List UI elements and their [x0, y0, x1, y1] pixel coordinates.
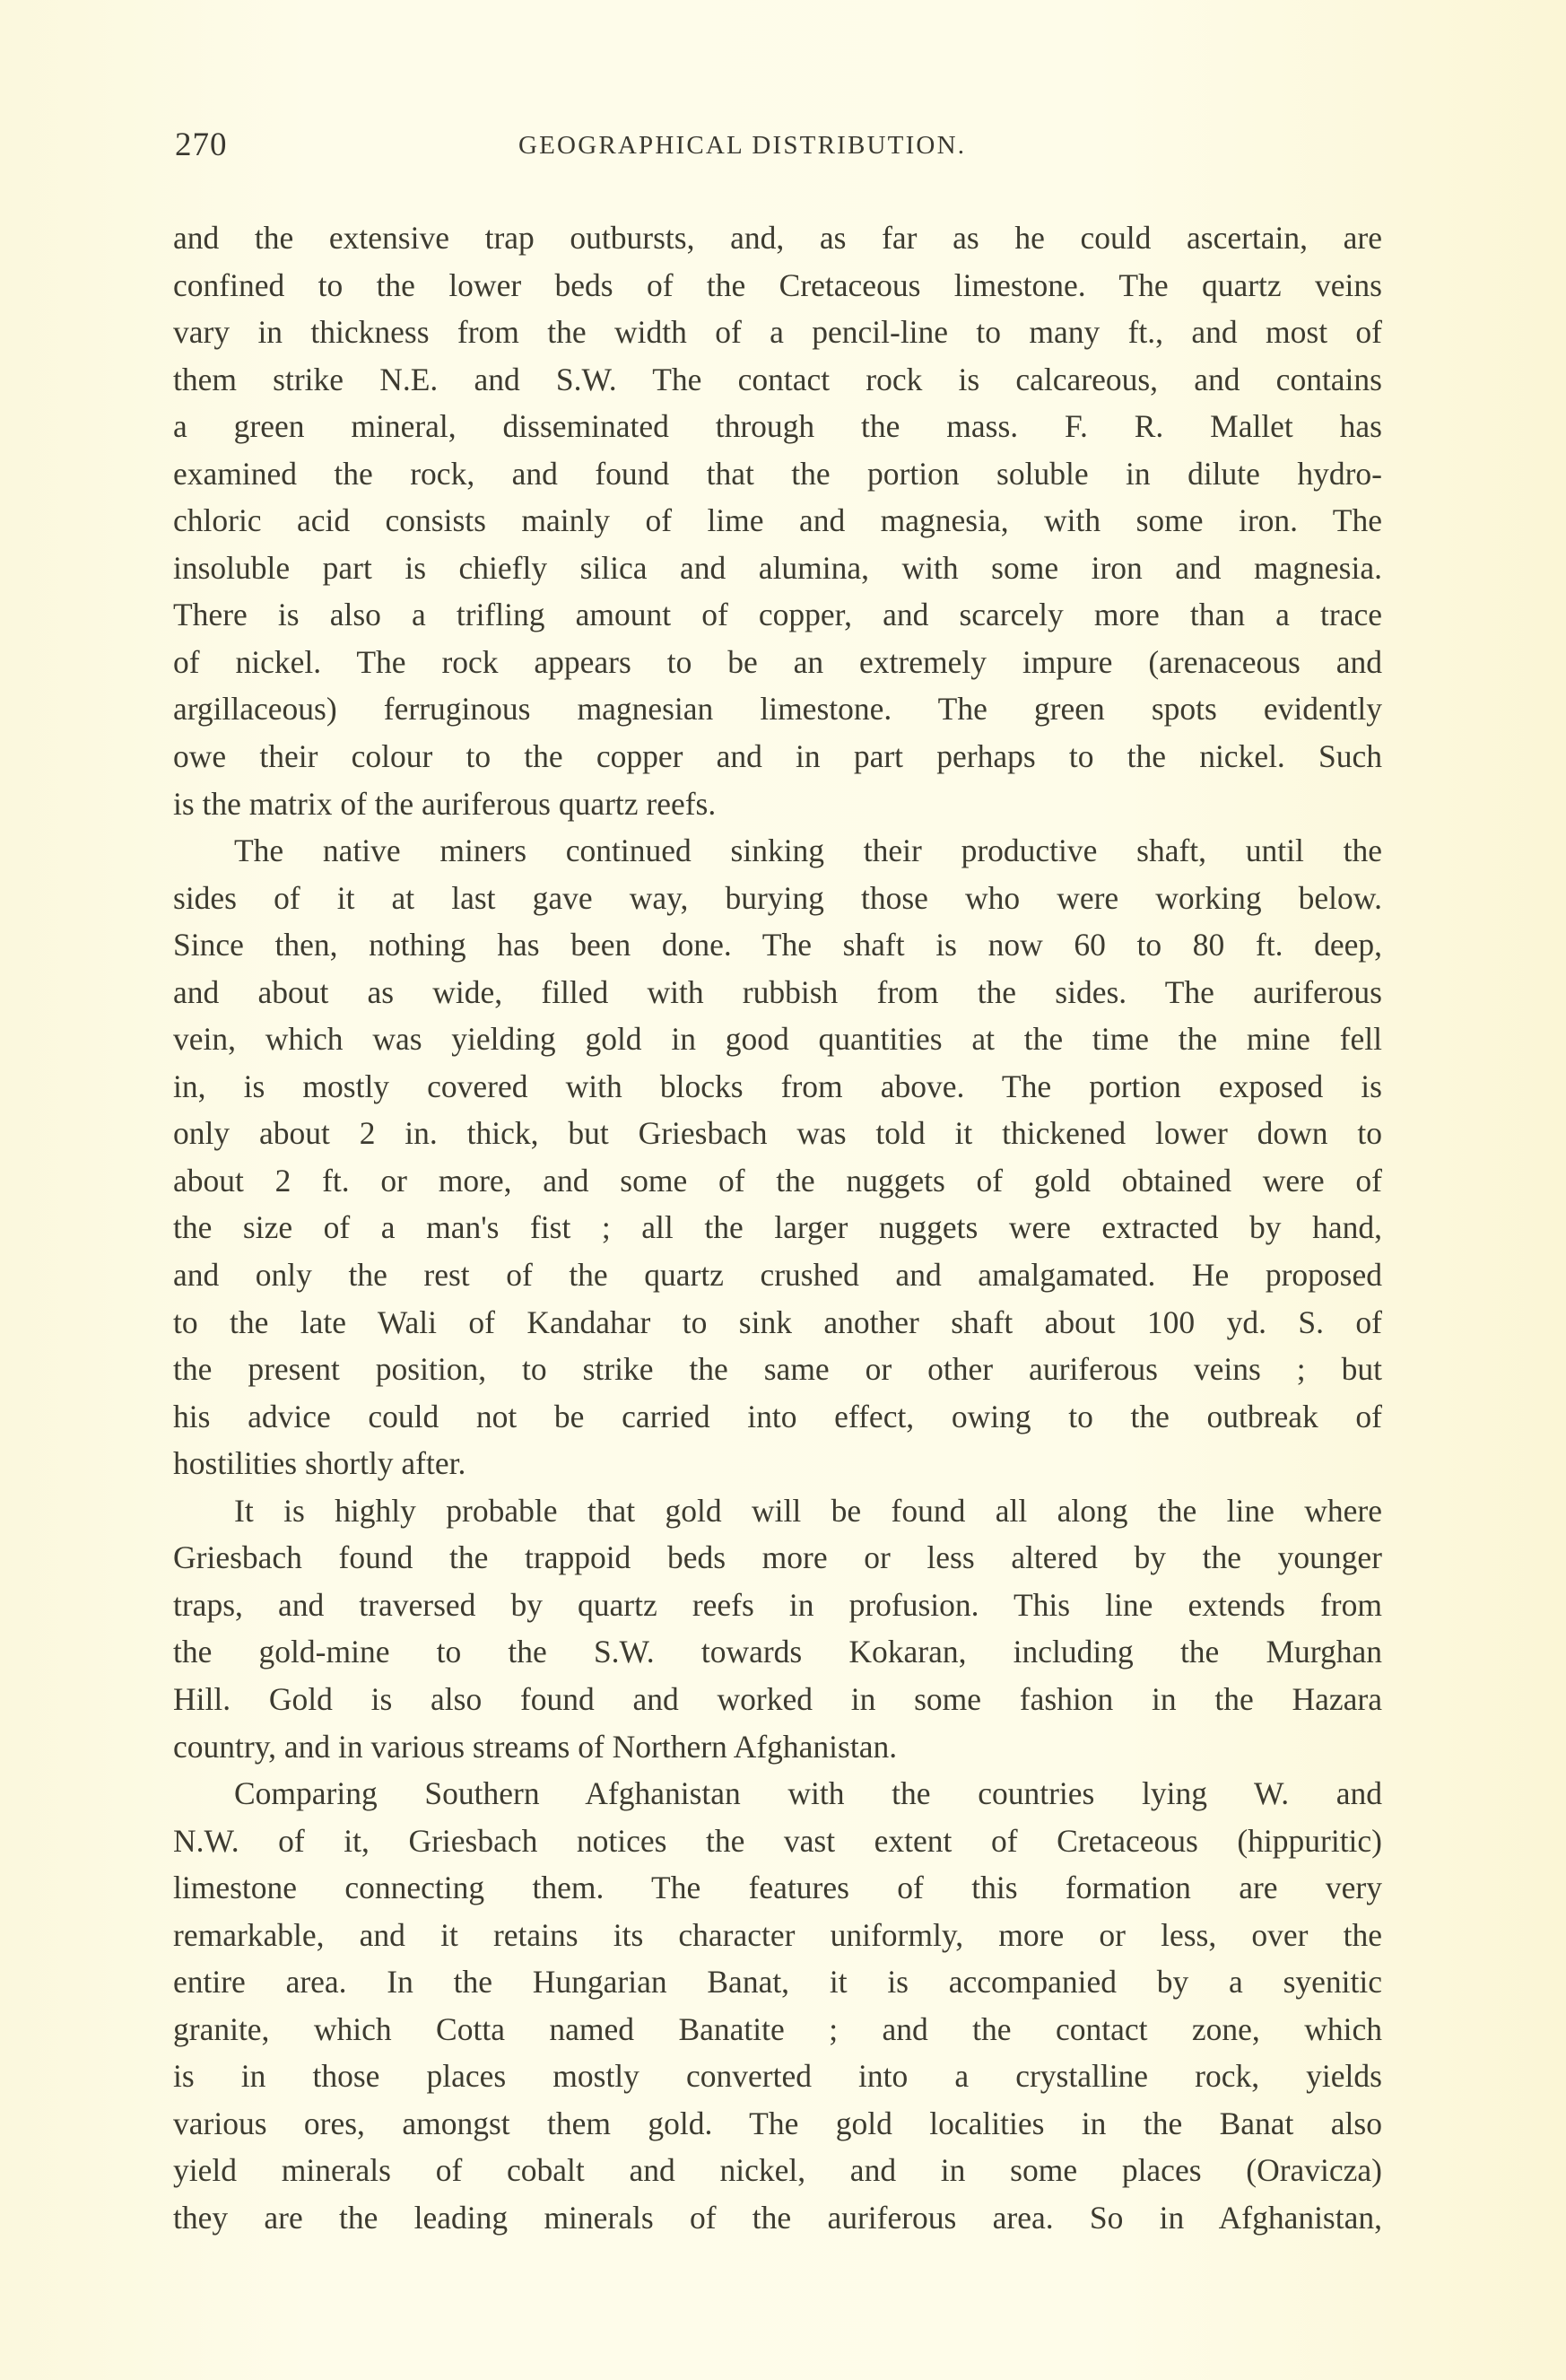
- paragraph-2: [173, 827, 1382, 1487]
- paragraph-1: [173, 214, 1382, 827]
- text-line: vary in thickness from the width of a pencil-line to many ft., and most of: [173, 314, 1382, 351]
- text-line: Comparing Southern Afghanistan with the countries lying W. and: [234, 1775, 1382, 1812]
- text-line: is in those places mostly converted into a crystalline rock, yields: [173, 2058, 1382, 2095]
- text-line: them strike N.E. and S.W. The contact rock is calcareous, and contains: [173, 361, 1382, 397]
- text-line: is the matrix of the auriferous quartz reefs.: [173, 785, 717, 822]
- text-line: the gold-mine to the S.W. towards Kokaran, including the Murghan: [173, 1634, 1382, 1670]
- text-line: confined to the lower beds of the Cretaceous limestone. The quartz veins: [173, 266, 1382, 303]
- text-line: limestone connecting them. The features of this formation are very: [173, 1870, 1382, 1906]
- body-text: [173, 214, 1382, 2242]
- text-line: Since then, nothing has been done. The shaft is now 60 to 80 ft. deep,: [173, 927, 1382, 963]
- page-number: 270: [175, 126, 228, 163]
- paragraph-4: [173, 1770, 1382, 2241]
- text-line: of nickel. The rock appears to be an extremely impure (arenaceous and: [173, 643, 1382, 680]
- text-line: There is also a trifling amount of copper, and scarcely more than a trace: [173, 597, 1382, 633]
- text-line: the size of a man's fist ; all the larger nuggets were extracted by hand,: [173, 1209, 1382, 1246]
- text-line: the present position, to strike the same or other auriferous veins ; but: [173, 1351, 1382, 1388]
- text-line: remarkable, and it retains its character uniformly, more or less, over the: [173, 1916, 1382, 1953]
- text-line: various ores, amongst them gold. The gold localities in the Banat also: [173, 2105, 1382, 2141]
- text-line: sides of it at last gave way, burying those who were working below.: [173, 879, 1382, 916]
- text-line: about 2 ft. or more, and some of the nuggets of gold obtained were of: [173, 1162, 1382, 1199]
- text-line: a green mineral, disseminated through the mass. F. R. Mallet has: [173, 408, 1382, 445]
- text-line: N.W. of it, Griesbach notices the vast extent of Cretaceous (hippuritic): [173, 1822, 1382, 1859]
- text-line: and about as wide, filled with rubbish from the sides. The auriferous: [173, 973, 1382, 1010]
- text-line: his advice could not be carried into effect, owing to the outbreak of: [173, 1398, 1382, 1434]
- text-line: they are the leading minerals of the auriferous area. So in Afghanistan,: [173, 2199, 1382, 2236]
- text-line: traps, and traversed by quartz reefs in profusion. This line extends from: [173, 1586, 1382, 1623]
- text-line: chloric acid consists mainly of lime and magnesia, with some iron. The: [173, 502, 1382, 539]
- text-line: insoluble part is chiefly silica and alumina, with some iron and magnesia.: [173, 549, 1382, 586]
- text-line: granite, which Cotta named Banatite ; and the contact zone, which: [173, 2010, 1382, 2047]
- running-title: GEOGRAPHICAL DISTRIBUTION.: [518, 131, 967, 160]
- text-line: It is highly probable that gold will be found all along the line where: [234, 1492, 1382, 1529]
- running-head: [173, 126, 1382, 170]
- text-line: Griesbach found the trappoid beds more or less altered by the younger: [173, 1539, 1382, 1576]
- text-line: argillaceous) ferruginous magnesian limestone. The green spots evidently: [173, 691, 1382, 728]
- text-line: and only the rest of the quartz crushed and amalgamated. He proposed: [173, 1257, 1382, 1294]
- text-line: Hill. Gold is also found and worked in some fashion in the Hazara: [173, 1680, 1382, 1717]
- text-line: to the late Wali of Kandahar to sink another shaft about 100 yd. S. of: [173, 1303, 1382, 1340]
- text-line: vein, which was yielding gold in good quantities at the time the mine fell: [173, 1021, 1382, 1058]
- paragraph-3: [173, 1487, 1382, 1770]
- text-line: hostilities shortly after.: [173, 1445, 466, 1482]
- text-line: examined the rock, and found that the portion soluble in dilute hydro-: [173, 455, 1382, 492]
- text-line: yield minerals of cobalt and nickel, and in some places (Oravicza): [173, 2152, 1382, 2189]
- text-line: country, and in various streams of Northern Afghanistan.: [173, 1728, 898, 1765]
- text-line: and the extensive trap outbursts, and, as far as he could ascertain, are: [173, 220, 1382, 256]
- text-line: owe their colour to the copper and in part perhaps to the nickel. Such: [173, 738, 1382, 775]
- text-line: The native miners continued sinking their productive shaft, until the: [234, 833, 1382, 869]
- text-line: in, is mostly covered with blocks from above. The portion exposed is: [173, 1068, 1382, 1104]
- text-line: entire area. In the Hungarian Banat, it is accompanied by a syenitic: [173, 1964, 1382, 2001]
- text-line: only about 2 in. thick, but Griesbach was told it thickened lower down to: [173, 1115, 1382, 1152]
